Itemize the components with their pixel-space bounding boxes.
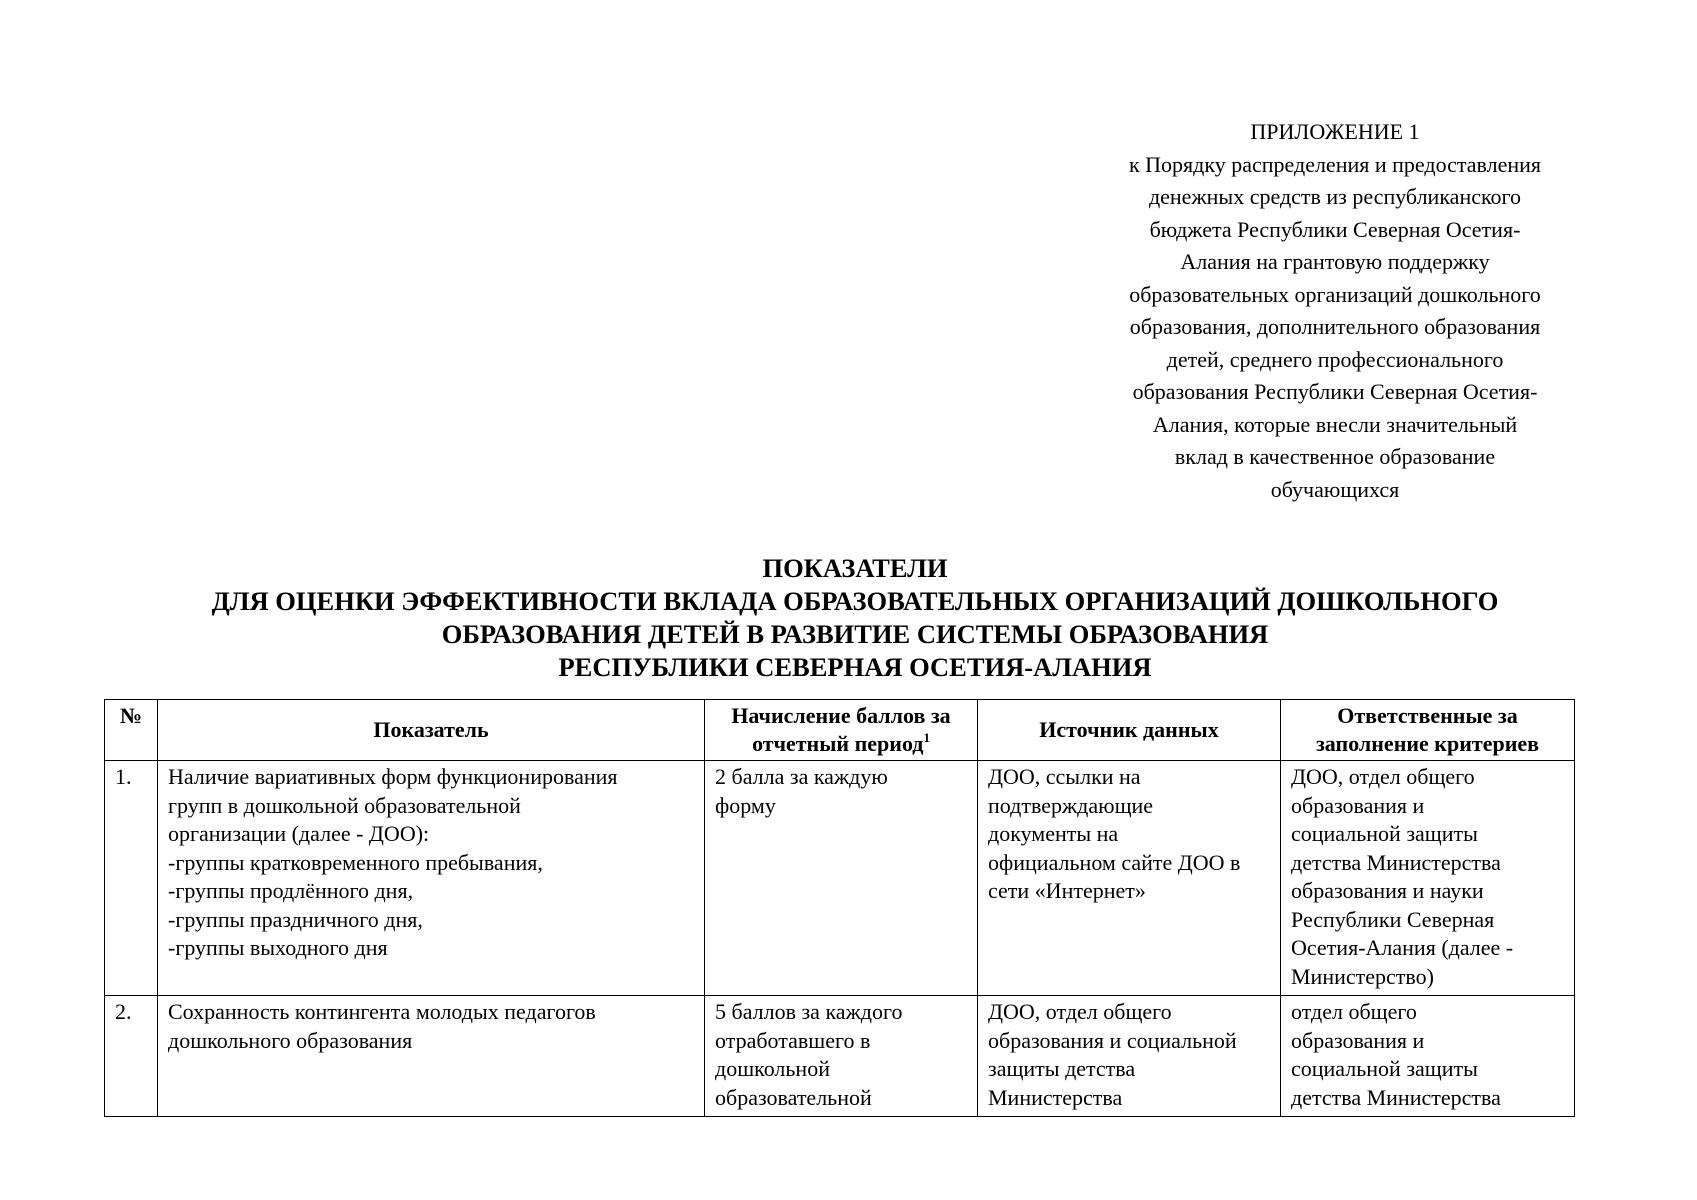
indicators-table	[104, 699, 1575, 1117]
cell-line: Сохранность контингента молодых педагогов	[168, 999, 596, 1024]
cell-line: форму	[715, 792, 776, 818]
cell-line: -группы продлённого дня,	[168, 878, 414, 903]
header-points	[705, 700, 978, 761]
cell-line: официальном сайте ДОО в	[988, 849, 1241, 875]
row-indicator	[158, 761, 705, 996]
cell-line: -группы кратковременного пребывания,	[168, 849, 543, 875]
cell-line: сети «Интернет»	[988, 878, 1146, 903]
cell-line: детства Министерства	[1291, 849, 1501, 875]
cell-line: отдел общего	[1291, 999, 1417, 1024]
cell-line: 5 баллов за каждого	[715, 999, 903, 1024]
header-source: Источник данных	[978, 700, 1281, 761]
cell-line: подтверждающие	[988, 792, 1154, 818]
appendix-title: ПРИЛОЖЕНИЕ 1	[1250, 119, 1420, 144]
header-points-line: Начисление баллов за	[731, 703, 951, 728]
cell-line: ДОО, ссылки на	[988, 764, 1141, 789]
appendix-line: вклад в качественное образование	[1174, 444, 1496, 469]
cell-line: документы на	[988, 821, 1119, 846]
appendix-line: денежных средств из республиканского	[1148, 184, 1522, 209]
footnote-marker: 1	[923, 729, 930, 745]
row-responsible	[1281, 761, 1575, 996]
cell-line: образовательной	[715, 1084, 872, 1110]
cell-line: социальной защиты	[1291, 821, 1478, 846]
cell-line: образования и науки	[1291, 878, 1484, 903]
appendix-line: бюджета Республики Северная Осетия-	[1149, 216, 1521, 242]
cell-line: Министерство)	[1291, 963, 1434, 989]
appendix-caption	[1085, 116, 1585, 506]
heading-title: ПОКАЗАТЕЛИ	[762, 553, 948, 583]
cell-line: Осетия-Алания (далее -	[1291, 935, 1514, 960]
header-responsible-line: Ответственные за	[1337, 703, 1518, 728]
appendix-line: образования Республики Северная Осетия-	[1132, 379, 1538, 404]
table-row	[105, 996, 1575, 1117]
appendix-line: образования, дополнительного образования	[1129, 314, 1541, 339]
cell-line: групп в дошкольной образовательной	[168, 792, 521, 818]
cell-line: образования и	[1291, 792, 1425, 818]
row-source	[978, 761, 1281, 996]
row-points	[705, 996, 978, 1117]
header-points-text: отчетный период	[752, 731, 924, 756]
row-number: 2.	[105, 996, 158, 1117]
cell-line: -группы выходного дня	[168, 935, 388, 960]
cell-line: ДОО, отдел общего	[988, 999, 1172, 1024]
cell-line: организации (далее - ДОО):	[168, 821, 430, 846]
appendix-line: образовательных организаций дошкольного	[1129, 281, 1541, 307]
cell-line: образования и	[1291, 1027, 1425, 1053]
cell-line: образования и социальной	[988, 1027, 1237, 1053]
table-row	[105, 761, 1575, 996]
appendix-line: обучающихся	[1270, 476, 1400, 502]
header-responsible-line: заполнение критериев	[1315, 731, 1540, 756]
appendix-line: Алания на грантовую поддержку	[1180, 249, 1490, 274]
cell-line: 2 балла за каждую	[715, 764, 888, 789]
document-heading	[100, 552, 1610, 684]
cell-line: -группы праздничного дня,	[168, 906, 423, 932]
row-points	[705, 761, 978, 996]
table-header-row	[105, 700, 1575, 761]
cell-line: отработавшего в	[715, 1027, 871, 1053]
cell-line: дошкольной	[715, 1056, 830, 1081]
header-responsible	[1281, 700, 1575, 761]
heading-line: ОБРАЗОВАНИЯ ДЕТЕЙ В РАЗВИТИЕ СИСТЕМЫ ОБРАЗОВАНИЯ	[441, 619, 1269, 649]
row-indicator	[158, 996, 705, 1117]
cell-line: Республики Северная	[1291, 906, 1495, 932]
cell-line: ДОО, отдел общего	[1291, 764, 1475, 789]
header-points-line	[709, 730, 973, 758]
appendix-line: детей, среднего профессионального	[1166, 346, 1504, 372]
heading-line: РЕСПУБЛИКИ СЕВЕРНАЯ ОСЕТИЯ-АЛАНИЯ	[558, 652, 1152, 682]
cell-line: детства Министерства	[1291, 1084, 1501, 1110]
row-responsible	[1281, 996, 1575, 1117]
appendix-line: к Порядку распределения и предоставления	[1128, 151, 1542, 177]
cell-line: Наличие вариативных форм функционирования	[168, 764, 618, 789]
cell-line: социальной защиты	[1291, 1056, 1478, 1081]
header-indicator: Показатель	[158, 700, 705, 761]
cell-line: дошкольного образования	[168, 1027, 413, 1053]
heading-line: ДЛЯ ОЦЕНКИ ЭФФЕКТИВНОСТИ ВКЛАДА ОБРАЗОВАТЕЛЬНЫХ ОРГАНИЗАЦИЙ ДОШКОЛЬНОГО	[211, 586, 1499, 616]
header-number: №	[105, 700, 158, 761]
appendix-line: Алания, которые внесли значительный	[1152, 411, 1518, 437]
cell-line: Министерства	[988, 1084, 1123, 1110]
row-source	[978, 996, 1281, 1117]
cell-line: защиты детства	[988, 1056, 1136, 1081]
row-number: 1.	[105, 761, 158, 996]
